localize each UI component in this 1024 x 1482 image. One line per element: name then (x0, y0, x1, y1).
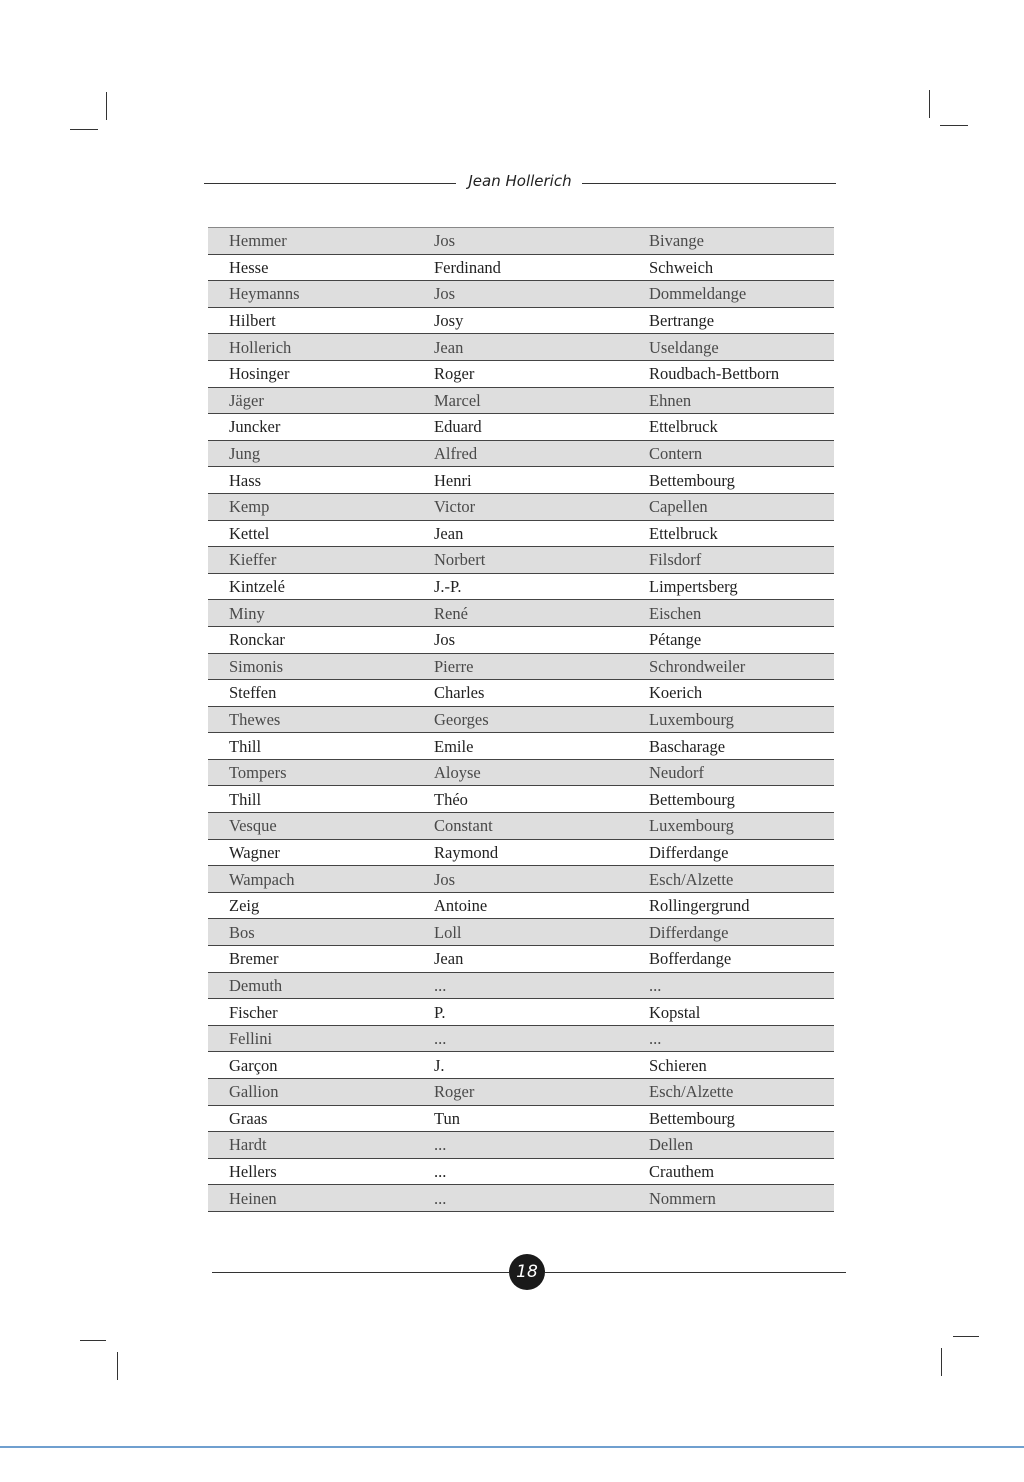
crop-mark-bottom-left-horizontal (80, 1340, 106, 1341)
table-row (208, 387, 834, 414)
locality-cell: Bettembourg (628, 467, 834, 494)
firstname-cell: Victor (413, 493, 628, 520)
firstname-cell: ... (413, 1158, 628, 1185)
surname-cell: Zeig (208, 892, 413, 919)
locality-cell: Rollingergrund (628, 892, 834, 919)
firstname-cell: Jos (413, 228, 628, 255)
locality-cell: Crauthem (628, 1158, 834, 1185)
crop-mark-bottom-right-horizontal (953, 1336, 979, 1337)
locality-cell: Neudorf (628, 759, 834, 786)
firstname-cell: Alfred (413, 440, 628, 467)
locality-cell: Ettelbruck (628, 414, 834, 441)
surname-cell: Kieffer (208, 547, 413, 574)
locality-cell: Kopstal (628, 999, 834, 1026)
surname-cell: Kemp (208, 493, 413, 520)
locality-cell: ... (628, 972, 834, 999)
firstname-cell: Antoine (413, 892, 628, 919)
table-row (208, 600, 834, 627)
table-row (208, 892, 834, 919)
firstname-cell: Constant (413, 813, 628, 840)
locality-cell: ... (628, 1025, 834, 1052)
table-row (208, 307, 834, 334)
locality-cell: Bascharage (628, 733, 834, 760)
surname-cell: Thewes (208, 706, 413, 733)
crop-mark-bottom-right-vertical (941, 1348, 942, 1376)
surname-cell: Miny (208, 600, 413, 627)
firstname-cell: Jos (413, 866, 628, 893)
locality-cell: Esch/Alzette (628, 866, 834, 893)
surname-cell: Hardt (208, 1132, 413, 1159)
page-footer (212, 1254, 846, 1290)
locality-cell: Bettembourg (628, 1105, 834, 1132)
table-row (208, 706, 834, 733)
locality-cell: Eischen (628, 600, 834, 627)
firstname-cell: Loll (413, 919, 628, 946)
surname-cell: Thill (208, 786, 413, 813)
table-row (208, 334, 834, 361)
surname-cell: Juncker (208, 414, 413, 441)
locality-cell: Koerich (628, 680, 834, 707)
crop-mark-bottom-left-vertical (117, 1352, 118, 1380)
locality-cell: Luxembourg (628, 813, 834, 840)
names-table (208, 227, 834, 1212)
surname-cell: Hass (208, 467, 413, 494)
table-row (208, 653, 834, 680)
locality-cell: Capellen (628, 493, 834, 520)
firstname-cell: Henri (413, 467, 628, 494)
surname-cell: Heymanns (208, 281, 413, 308)
surname-cell: Wampach (208, 866, 413, 893)
crop-mark-top-right-horizontal (940, 125, 968, 126)
surname-cell: Hemmer (208, 228, 413, 255)
table-row (208, 946, 834, 973)
surname-cell: Jung (208, 440, 413, 467)
table-row (208, 733, 834, 760)
locality-cell: Bofferdange (628, 946, 834, 973)
table-row (208, 440, 834, 467)
surname-cell: Heinen (208, 1185, 413, 1212)
locality-cell: Ehnen (628, 387, 834, 414)
table-row (208, 1025, 834, 1052)
running-header (204, 172, 836, 194)
crop-mark-top-left-vertical (106, 92, 107, 120)
table-row (208, 626, 834, 653)
locality-cell: Roudbach-Bettborn (628, 360, 834, 387)
table-row (208, 467, 834, 494)
locality-cell: Differdange (628, 839, 834, 866)
locality-cell: Bertrange (628, 307, 834, 334)
surname-cell: Gallion (208, 1079, 413, 1106)
firstname-cell: René (413, 600, 628, 627)
firstname-cell: Jos (413, 626, 628, 653)
table-row (208, 759, 834, 786)
table-row (208, 972, 834, 999)
locality-cell: Bivange (628, 228, 834, 255)
table-row (208, 1052, 834, 1079)
header-title: Jean Hollerich (204, 172, 836, 190)
firstname-cell: Marcel (413, 387, 628, 414)
firstname-cell: Josy (413, 307, 628, 334)
firstname-cell: Jos (413, 281, 628, 308)
locality-cell: Dellen (628, 1132, 834, 1159)
table-row (208, 1079, 834, 1106)
firstname-cell: Raymond (413, 839, 628, 866)
firstname-cell: Théo (413, 786, 628, 813)
firstname-cell: ... (413, 972, 628, 999)
table-row (208, 493, 834, 520)
crop-mark-top-left-horizontal (70, 129, 98, 130)
locality-cell: Useldange (628, 334, 834, 361)
surname-cell: Fellini (208, 1025, 413, 1052)
surname-cell: Wagner (208, 839, 413, 866)
table-row (208, 999, 834, 1026)
firstname-cell: Jean (413, 946, 628, 973)
locality-cell: Bettembourg (628, 786, 834, 813)
firstname-cell: Jean (413, 520, 628, 547)
firstname-cell: P. (413, 999, 628, 1026)
table-row (208, 547, 834, 574)
surname-cell: Tompers (208, 759, 413, 786)
table-row (208, 919, 834, 946)
firstname-cell: Emile (413, 733, 628, 760)
surname-cell: Thill (208, 733, 413, 760)
surname-cell: Steffen (208, 680, 413, 707)
table-row (208, 1132, 834, 1159)
locality-cell: Dommeldange (628, 281, 834, 308)
firstname-cell: J.-P. (413, 573, 628, 600)
surname-cell: Bremer (208, 946, 413, 973)
page-number: 18 (509, 1254, 545, 1290)
locality-cell: Schieren (628, 1052, 834, 1079)
table-row (208, 573, 834, 600)
surname-cell: Hesse (208, 254, 413, 281)
surname-cell: Hellers (208, 1158, 413, 1185)
table-row (208, 786, 834, 813)
locality-cell: Ettelbruck (628, 520, 834, 547)
firstname-cell: Eduard (413, 414, 628, 441)
surname-cell: Jäger (208, 387, 413, 414)
locality-cell: Schrondweiler (628, 653, 834, 680)
surname-cell: Vesque (208, 813, 413, 840)
surname-cell: Fischer (208, 999, 413, 1026)
locality-cell: Luxembourg (628, 706, 834, 733)
firstname-cell: ... (413, 1132, 628, 1159)
table-row (208, 813, 834, 840)
table-row (208, 254, 834, 281)
firstname-cell: Jean (413, 334, 628, 361)
surname-cell: Ronckar (208, 626, 413, 653)
table-row (208, 414, 834, 441)
table-row (208, 839, 834, 866)
table-row (208, 228, 834, 255)
surname-cell: Kintzelé (208, 573, 413, 600)
surname-cell: Graas (208, 1105, 413, 1132)
firstname-cell: Norbert (413, 547, 628, 574)
locality-cell: Limpertsberg (628, 573, 834, 600)
surname-cell: Hosinger (208, 360, 413, 387)
locality-cell: Filsdorf (628, 547, 834, 574)
table-row (208, 520, 834, 547)
locality-cell: Contern (628, 440, 834, 467)
surname-cell: Bos (208, 919, 413, 946)
surname-cell: Hilbert (208, 307, 413, 334)
scan-edge-line (0, 1446, 1024, 1448)
names-table-body (208, 228, 834, 1212)
firstname-cell: ... (413, 1025, 628, 1052)
firstname-cell: Charles (413, 680, 628, 707)
table-row (208, 1185, 834, 1212)
locality-cell: Schweich (628, 254, 834, 281)
footer-rule-right (545, 1272, 846, 1273)
locality-cell: Esch/Alzette (628, 1079, 834, 1106)
firstname-cell: Tun (413, 1105, 628, 1132)
surname-cell: Kettel (208, 520, 413, 547)
table-row (208, 281, 834, 308)
locality-cell: Differdange (628, 919, 834, 946)
firstname-cell: Pierre (413, 653, 628, 680)
firstname-cell: Roger (413, 360, 628, 387)
locality-cell: Nommern (628, 1185, 834, 1212)
firstname-cell: Aloyse (413, 759, 628, 786)
surname-cell: Garçon (208, 1052, 413, 1079)
table-row (208, 360, 834, 387)
crop-mark-top-right-vertical (929, 90, 930, 118)
surname-cell: Hollerich (208, 334, 413, 361)
table-row (208, 680, 834, 707)
footer-rule-left (212, 1272, 509, 1273)
table-row (208, 866, 834, 893)
firstname-cell: J. (413, 1052, 628, 1079)
firstname-cell: ... (413, 1185, 628, 1212)
firstname-cell: Georges (413, 706, 628, 733)
locality-cell: Pétange (628, 626, 834, 653)
surname-cell: Simonis (208, 653, 413, 680)
firstname-cell: Roger (413, 1079, 628, 1106)
table-row (208, 1158, 834, 1185)
firstname-cell: Ferdinand (413, 254, 628, 281)
surname-cell: Demuth (208, 972, 413, 999)
table-row (208, 1105, 834, 1132)
